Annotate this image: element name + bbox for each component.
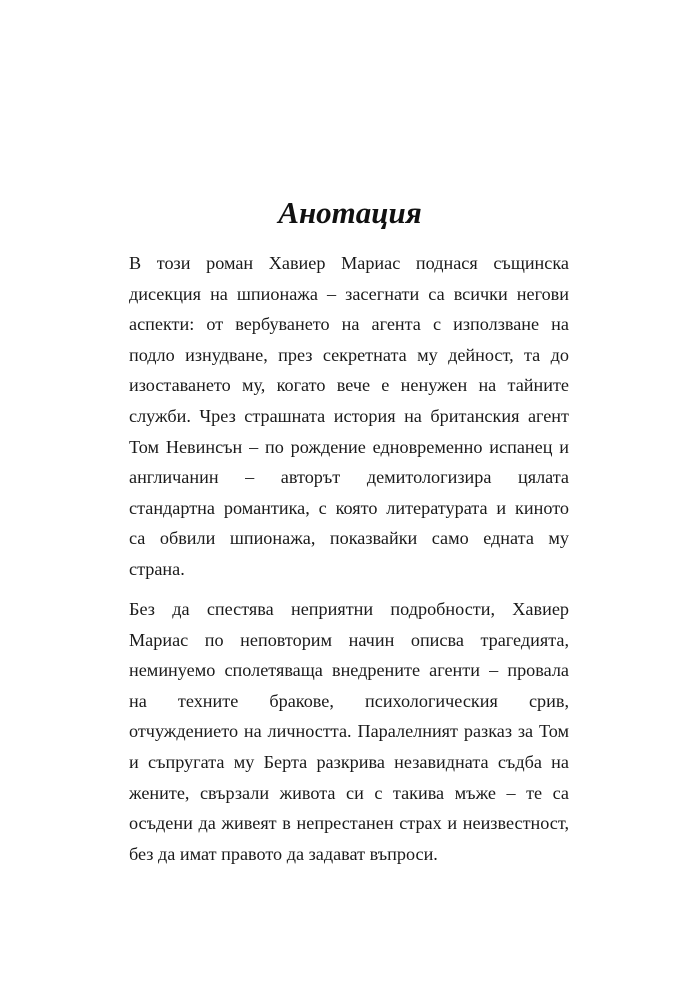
page-title: Анотация: [278, 195, 422, 230]
annotation-paragraph-1: [129, 248, 569, 585]
text-line: стандартна романтика, с която литературата и киното: [129, 497, 569, 518]
text-line: В този роман Хавиер Мариас поднася същинска: [129, 253, 569, 273]
text-line: на техните бракове, психологическия срив,: [129, 690, 569, 711]
text-line: са обвили шпионажа, показвайки само едната му: [129, 528, 569, 549]
text-line: и съпругата му Берта разкрива незавидната съдба на: [129, 751, 569, 772]
text-line: страна.: [129, 558, 185, 579]
text-line: без да имат правото да задават въпроси.: [129, 843, 438, 864]
text-line: Мариас по неповторим начин описва трагедията,: [129, 629, 569, 650]
text-line: жените, свързали живота си с такива мъже – те са: [129, 782, 569, 803]
text-line: отчуждението на личността. Паралелният разказ за Том: [129, 721, 569, 742]
text-line: подло изнудване, през секретната му дейност, та до: [129, 344, 569, 365]
annotation-paragraph-2: [129, 594, 569, 869]
text-line: англичанин – авторът демитологизира цялата: [129, 467, 569, 488]
text-line: дисекция на шпионажа – засегнати са всички негови: [129, 283, 569, 304]
text-line: изоставането му, когато вече е ненужен на тайните: [129, 375, 569, 396]
text-line: служби. Чрез страшната история на британския агент: [129, 405, 569, 426]
text-line: неминуемо сполетяваща внедрените агенти – провала: [129, 660, 569, 681]
text-line: Без да спестява неприятни подробности, Хавиер: [129, 599, 569, 619]
text-line: осъдени да живеят в непрестанен страх и неизвестност,: [129, 813, 569, 834]
text-line: аспекти: от вербуването на агента с използване на: [129, 314, 569, 335]
text-line: Том Невинсън – по рождение едновременно испанец и: [129, 436, 569, 457]
